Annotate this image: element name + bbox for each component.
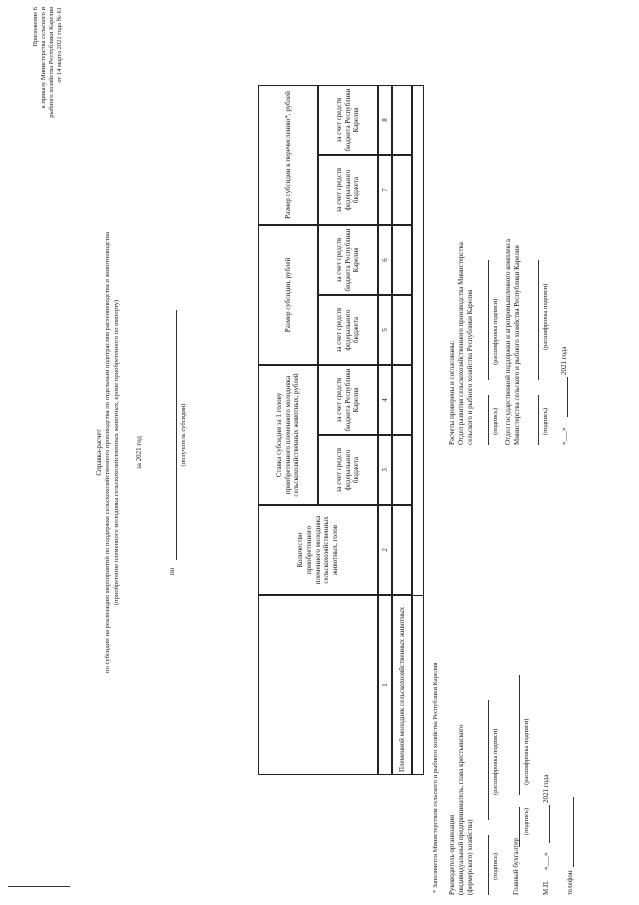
checked-date-month-line[interactable] (567, 377, 568, 417)
header-col1 (258, 595, 378, 775)
header-col3: за счет средств федерального бюджета (318, 435, 378, 505)
num-4: 4 (378, 365, 392, 435)
chief-acc-decode-caption: (расшифровка подписи) (523, 718, 530, 785)
date-quotes: «___» (542, 852, 550, 870)
sig-head-line[interactable] (488, 835, 489, 895)
cell-transfer-rk[interactable] (392, 85, 412, 155)
recipient-prefix: по (168, 567, 176, 575)
checked-sig-line[interactable] (488, 395, 489, 445)
header-col2: Количество приобретенного племенного молодняка сельскохозяйственных животных, голов (258, 505, 378, 595)
num-6: 6 (378, 225, 392, 295)
checked-date-year: 2021 года (560, 346, 568, 375)
title-year: за 2021 год (135, 436, 143, 469)
checked-date-quotes: «___» (560, 427, 568, 445)
cell-rate-rk[interactable] (392, 365, 412, 435)
sig-head-decode-line[interactable] (488, 700, 489, 820)
checked-decode-caption: (расшифровка подписи) (492, 298, 499, 365)
empty-row-cells (412, 85, 424, 595)
chief-acc-sig-line[interactable] (519, 807, 520, 847)
cell-qty[interactable] (392, 505, 412, 595)
checked2-sig-line[interactable] (538, 395, 539, 445)
sig-head-decode-caption: (расшифровка подписи) (492, 728, 499, 795)
num-1: 1 (378, 595, 392, 775)
checked2-decode-line[interactable] (538, 260, 539, 380)
checked-line-4: Отдел государственной поддержки и агропромышленного комплекса (504, 239, 512, 445)
num-8: 8 (378, 85, 392, 155)
recipient-caption: (получатель субсидии) (180, 403, 187, 467)
title-subtitle-2: (приобретение племенного молодняка сельскохозяйственных животных, кроме приобретенного по импорту) (113, 299, 120, 606)
header-col4: за счет средств бюджета Республики Карелия (318, 365, 378, 435)
footnote: * Заполняется Министерством сельского и рыбного хозяйства Республики Карелия (432, 662, 439, 893)
chief-accountant-label: Главный бухгалтер (512, 838, 520, 895)
checked2-decode-caption: (расшифровка подписи) (542, 283, 549, 350)
stamp-mp: М.П. (542, 880, 550, 895)
checked-line-5: Министерства сельского и рыбного хозяйства Республики Карелия (513, 245, 521, 445)
header-col56-group: Размер субсидии, рублей (258, 225, 318, 365)
sig-head-caption: (подпись) (492, 853, 499, 880)
recipient-line[interactable] (176, 310, 177, 560)
empty-row-label (412, 595, 424, 775)
phone-label: телефон (566, 870, 574, 895)
chief-acc-sig-caption: (подпись) (523, 808, 530, 835)
checked-decode-line[interactable] (488, 260, 489, 380)
cell-transfer-fed[interactable] (392, 155, 412, 225)
header-col6: за счет средств бюджета Республики Карелия (318, 225, 378, 295)
appendix-line-1: Приложение 6 (32, 7, 39, 47)
chief-acc-decode-line[interactable] (519, 675, 520, 795)
date-month-line[interactable] (549, 805, 550, 843)
appendix-line-3: рыбного хозяйства Республики Карелия (48, 7, 55, 118)
num-3: 3 (378, 435, 392, 505)
row-label: Племенной молодняк сельскохозяйственных животных (392, 595, 412, 775)
title-subtitle: по субсидии на реализацию мероприятий по поддержке сельскохозяйственного производства по отдельным подотраслям растениеводства и животноводства (104, 232, 111, 673)
checked-line-2: Отдел развития сельскохозяйственного производства Министерства (457, 242, 465, 445)
appendix-line-4: от 14 марта 2021 года № 61 (56, 7, 63, 83)
cell-rate-fed[interactable] (392, 435, 412, 505)
checked-line-1: Расчеты проверены и согласованы: (448, 340, 456, 445)
header-col34-group: Ставка субсидии за 1 голову приобретенного племенного молодняка сельскохозяйственных животных, рублей (258, 365, 318, 505)
sig-head-ip: (индивидуальный предприниматель, глава крестьянского (457, 724, 465, 895)
header-col5: за счет средств федерального бюджета (318, 295, 378, 365)
bottom-rule (8, 886, 70, 887)
num-5: 5 (378, 295, 392, 365)
checked2-sig-caption: (подпись) (542, 408, 549, 435)
cell-amount-fed[interactable] (392, 295, 412, 365)
header-col78-group: Размер субсидии к перечислению*, рублей (258, 85, 318, 225)
subsidy-table (258, 85, 478, 775)
checked-sig-caption: (подпись) (492, 408, 499, 435)
title-main: Справка-расчет (95, 429, 103, 476)
header-col7: за счет средств федерального бюджета (318, 155, 378, 225)
sig-head-org: Руководитель организации (448, 815, 456, 895)
cell-amount-rk[interactable] (392, 225, 412, 295)
appendix-line-2: к приказу Министерства сельского и (40, 7, 47, 109)
checked-line-3: сельского и рыбного хозяйства Республики Карелия (466, 289, 474, 445)
header-col8: за счет средств бюджета Республики Карелия (318, 85, 378, 155)
sig-head-farm: (фермерского) хозяйства) (466, 819, 474, 895)
phone-line[interactable] (573, 797, 574, 867)
num-7: 7 (378, 155, 392, 225)
date-year: 2021 года (542, 774, 550, 803)
num-2: 2 (378, 505, 392, 595)
